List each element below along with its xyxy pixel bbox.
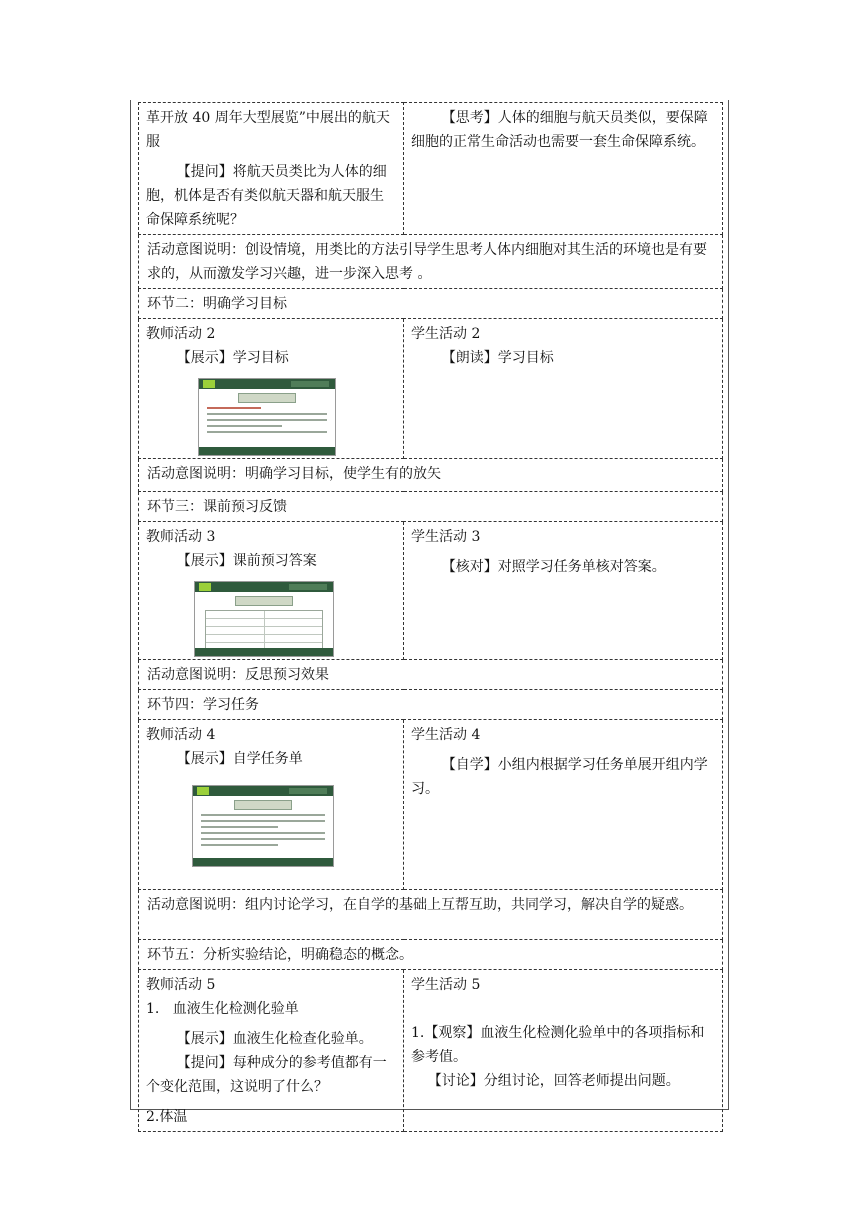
student-activity-heading: 学生活动 2 xyxy=(411,326,481,342)
table-row xyxy=(139,319,723,459)
section-title: 环节三：课前预习反馈 xyxy=(147,499,287,515)
student-activity-cell xyxy=(404,720,723,890)
teacher-activity-heading: 教师活动 2 xyxy=(146,326,216,342)
teacher-item-1: 1. 血液生化检测化验单 xyxy=(146,1001,299,1017)
section-title-cell xyxy=(139,289,723,319)
student-discuss: 【讨论】分组讨论，回答老师提出问题。 xyxy=(427,1073,680,1089)
page-margin-right xyxy=(728,100,729,1110)
table-row xyxy=(139,720,723,890)
student-activity-heading: 学生活动 3 xyxy=(411,529,481,545)
student-activity-heading: 学生活动 4 xyxy=(411,727,481,743)
teacher-activity-cell xyxy=(139,720,404,890)
teacher-question: 【提问】将航天员类比为人体的细胞，机体是否有类似航天器和航天服生命保障系统呢？ xyxy=(146,164,387,228)
teacher-show-text: 【展示】血液生化检查化验单。 xyxy=(176,1031,373,1047)
section-title-cell xyxy=(139,492,723,522)
student-text: 【朗读】学习目标 xyxy=(441,350,554,366)
preview-answers-slide-icon xyxy=(194,581,334,657)
section-title-cell xyxy=(139,690,723,720)
teacher-show-text: 【展示】课前预习答案 xyxy=(176,553,317,569)
section-title: 环节五：分析实验结论，明确稳态的概念。 xyxy=(147,947,413,963)
teacher-show-text: 【展示】自学任务单 xyxy=(176,751,303,767)
teacher-activity-cell xyxy=(139,103,404,235)
table-row xyxy=(139,235,723,289)
table-row xyxy=(139,492,723,522)
student-text: 【思考】人体的细胞与航天员类似，要保障细胞的正常生命活动也需要一套生命保障系统。 xyxy=(411,110,708,150)
intent-cell xyxy=(139,890,723,940)
activity-intent: 活动意图说明：反思预习效果 xyxy=(147,667,329,683)
teacher-item-2: 2.体温 xyxy=(146,1109,188,1125)
table-row xyxy=(139,690,723,720)
student-activity-cell xyxy=(404,319,723,459)
intent-cell xyxy=(139,235,723,289)
student-activity-cell xyxy=(404,970,723,1132)
table-row xyxy=(139,890,723,940)
table-row xyxy=(139,289,723,319)
teacher-activity-cell xyxy=(139,319,404,459)
teacher-activity-heading: 教师活动 4 xyxy=(146,727,216,743)
activity-intent: 活动意图说明：创设情境，用类比的方法引导学生思考人体内细胞对其生活的环境也是有要求的，从而激发学习兴趣，进一步深入思考 。 xyxy=(147,242,707,282)
intent-cell xyxy=(139,459,723,492)
teacher-activity-heading: 教师活动 3 xyxy=(146,529,216,545)
table-row xyxy=(139,522,723,660)
student-activity-heading: 学生活动 5 xyxy=(411,977,481,993)
activity-intent: 活动意图说明：组内讨论学习，在自学的基础上互帮互助，共同学习，解决自学的疑惑。 xyxy=(147,897,693,913)
teacher-activity-cell xyxy=(139,522,404,660)
page-margin-left xyxy=(130,100,131,1110)
teacher-text: 革开放 40 周年大型展览”中展出的航天服 xyxy=(146,110,390,150)
table-row xyxy=(139,459,723,492)
teacher-question: 【提问】每种成分的参考值都有一个变化范围，这说明了什么？ xyxy=(146,1055,387,1095)
self-study-task-slide-icon xyxy=(192,785,334,867)
teacher-show-text: 【展示】学习目标 xyxy=(176,350,289,366)
table-row xyxy=(139,970,723,1132)
learning-goals-slide-icon xyxy=(198,378,336,456)
section-title: 环节四：学习任务 xyxy=(147,697,259,713)
section-title: 环节二：明确学习目标 xyxy=(147,296,287,312)
table-row xyxy=(139,660,723,690)
teacher-activity-heading: 教师活动 5 xyxy=(146,977,216,993)
table-row xyxy=(139,940,723,970)
lesson-plan-table xyxy=(138,102,723,1132)
intent-cell xyxy=(139,660,723,690)
student-activity-cell xyxy=(404,522,723,660)
student-observe: 1.【观察】血液生化检测化验单中的各项指标和参考值。 xyxy=(411,1025,705,1065)
student-text: 【自学】小组内根据学习任务单展开组内学习。 xyxy=(411,757,708,797)
section-title-cell xyxy=(139,940,723,970)
activity-intent: 活动意图说明：明确学习目标，使学生有的放矢 xyxy=(147,466,441,482)
teacher-activity-cell xyxy=(139,970,404,1132)
student-activity-cell xyxy=(404,103,723,235)
table-row xyxy=(139,103,723,235)
student-text: 【核对】对照学习任务单核对答案。 xyxy=(441,559,666,575)
